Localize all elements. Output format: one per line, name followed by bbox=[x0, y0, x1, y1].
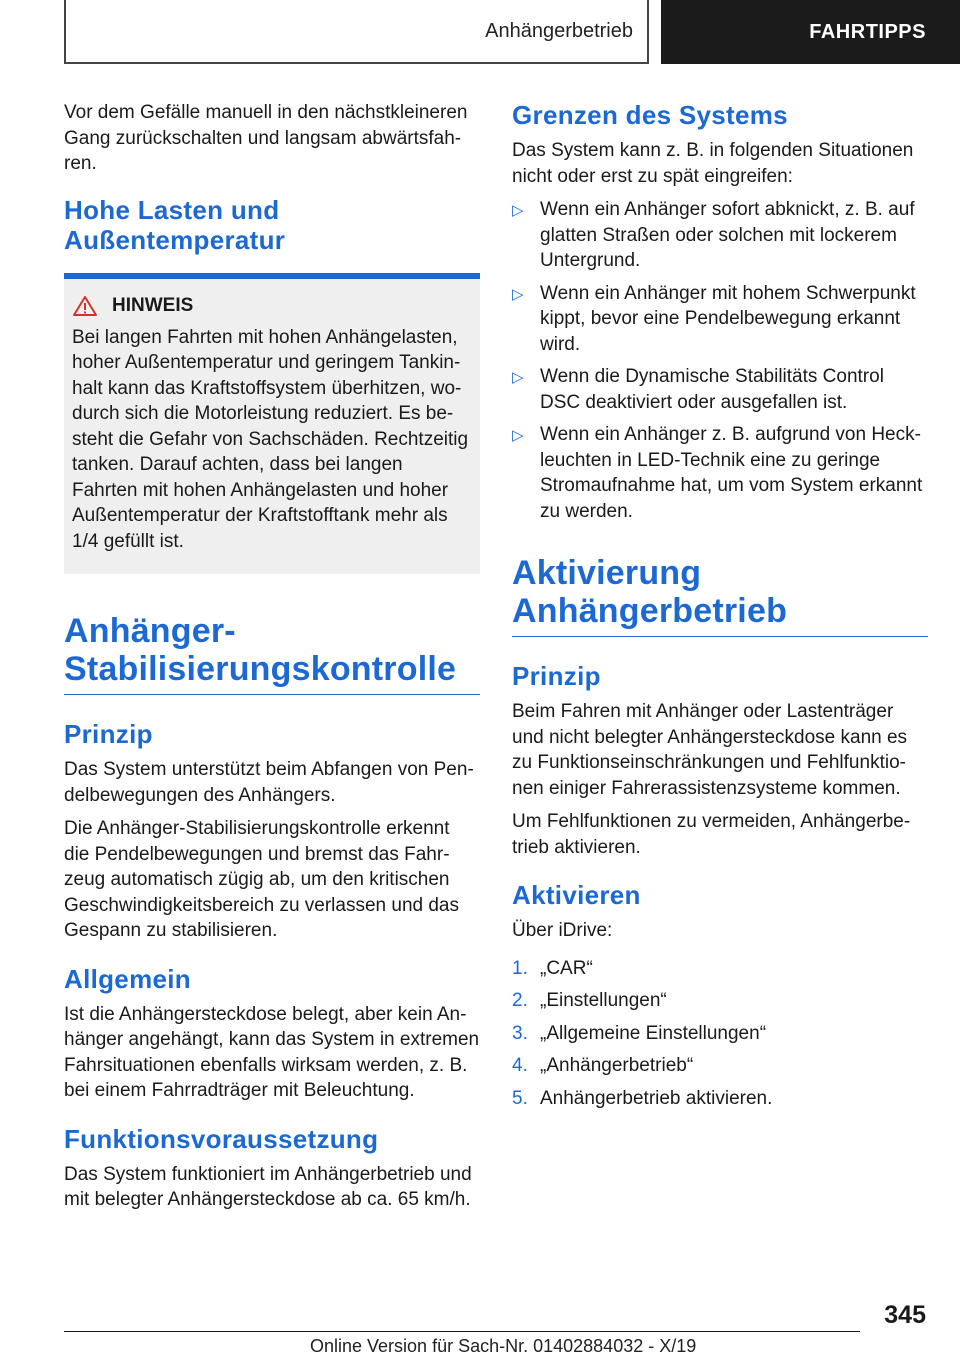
step-number: 4. bbox=[512, 1055, 528, 1076]
list-item bbox=[512, 1053, 928, 1079]
heading-activation: Aktivierung Anhängerbetrieb bbox=[512, 554, 788, 630]
heading-principle: Prinzip bbox=[512, 661, 601, 691]
triangle-bullet-icon: ▷ bbox=[512, 427, 524, 444]
heading-limits: Grenzen des Systems bbox=[512, 100, 788, 130]
section-divider bbox=[512, 636, 928, 637]
header-section-label: Anhängerbetrieb bbox=[485, 19, 633, 42]
list-item-text: Wenn die Dynamische Stabilitäts Control DSC deaktiviert oder ausgefallen ist. bbox=[540, 366, 884, 413]
step-text: „Allgemeine Einstellungen“ bbox=[540, 1022, 767, 1044]
step-text: „CAR“ bbox=[540, 957, 593, 979]
triangle-bullet-icon: ▷ bbox=[512, 369, 524, 386]
list-item bbox=[512, 1021, 928, 1047]
list-item bbox=[512, 281, 928, 358]
section-divider bbox=[64, 694, 480, 695]
heading-principle: Prinzip bbox=[64, 719, 153, 749]
principle-paragraph-2: Die Anhänger-Stabilisierungskontrolle erkennt die Pendelbewegungen und bremst das Fahrzeug automatisch zügig ab, um den kritischen Geschwindigkeitsbereich zu verlassen und das Gespann zu stabilisieren. bbox=[64, 818, 459, 941]
principle-paragraph-1: Beim Fahren mit Anhänger oder Lastenträger und nicht belegter Anhängersteckdose kann es zu Funktionseinschränkungen und Fehlfunktionen einiger Fahrerassistenzsysteme kommen. bbox=[512, 701, 908, 799]
list-item-text: Wenn ein Anhänger z. B. aufgrund von Heckleuchten in LED-Technik eine zu geringe Stromaufnahme hat, um vom System erkannt zu werden. bbox=[540, 424, 923, 522]
step-number: 5. bbox=[512, 1087, 528, 1109]
heading-general: Allgemein bbox=[64, 963, 191, 994]
notice-header bbox=[72, 295, 472, 317]
list-item bbox=[512, 197, 928, 274]
footer-text: Online Version für Sach-Nr. 01402884032 - X/19 bbox=[310, 1336, 697, 1356]
intro-paragraph: Vor dem Gefälle manuell in den nächstkleineren Gang zurückschalten und langsam abwärtsfahren. bbox=[64, 102, 468, 174]
left-column bbox=[64, 100, 480, 1221]
step-number: 1. bbox=[512, 957, 528, 979]
warning-triangle-icon bbox=[72, 295, 98, 317]
list-item bbox=[512, 1086, 928, 1112]
limits-list bbox=[512, 197, 928, 524]
activate-intro: Über iDrive: bbox=[512, 920, 613, 941]
list-item bbox=[512, 956, 928, 982]
page-number: 345 bbox=[884, 1301, 926, 1329]
notice-box bbox=[64, 273, 480, 575]
footer-divider bbox=[64, 1331, 860, 1332]
triangle-bullet-icon: ▷ bbox=[512, 285, 524, 303]
list-item-text: Wenn ein Anhänger mit hohem Schwerpunkt kippt, bevor eine Pendelbewegung erkannt wird. bbox=[540, 282, 916, 355]
step-text: Anhängerbetrieb aktivieren. bbox=[540, 1087, 773, 1109]
header-chapter-label: FAHRTIPPS bbox=[809, 20, 926, 43]
heading-loads: Hohe Lasten und Außentemperatur bbox=[64, 194, 286, 255]
list-item-text: Wenn ein Anhänger sofort abknickt, z. B. auf glatten Straßen oder solchen mit lockerem Untergrund. bbox=[540, 199, 915, 271]
list-item bbox=[512, 988, 928, 1014]
requirement-paragraph: Das System funktioniert im Anhängerbetrieb und mit belegter Anhängersteckdose ab ca. 65 km/h. bbox=[64, 1163, 472, 1210]
step-text: „Anhängerbetrieb“ bbox=[540, 1055, 694, 1076]
general-paragraph: Ist die Anhängersteckdose belegt, aber kein Anhänger angehängt, kann das System in extremen Fahrsituationen ebenfalls wirksam werden, z. B. bei einem Fahrradträger mit Beleuchtung. bbox=[64, 1003, 480, 1101]
activation-steps bbox=[512, 956, 928, 1112]
heading-trailer-stability: Anhänger-Stabilisierungskontrolle bbox=[64, 612, 457, 688]
limits-intro: Das System kann z. B. in folgenden Situationen nicht oder erst zu spät eingreifen: bbox=[512, 140, 914, 187]
notice-label: HINWEIS bbox=[112, 294, 194, 316]
heading-requirement: Funktionsvoraussetzung bbox=[64, 1123, 379, 1154]
header-chapter-tab bbox=[661, 0, 960, 64]
principle-paragraph-1: Das System unterstützt beim Abfangen von Pendelbewegungen des Anhängers. bbox=[64, 759, 474, 806]
right-column bbox=[512, 100, 928, 1118]
list-item bbox=[512, 422, 928, 524]
principle-paragraph-2: Um Fehlfunktionen zu vermeiden, Anhängerbetrieb aktivieren. bbox=[512, 811, 911, 858]
step-number: 2. bbox=[512, 990, 528, 1011]
heading-activate: Aktivieren bbox=[512, 880, 641, 910]
list-item bbox=[512, 364, 928, 415]
triangle-bullet-icon: ▷ bbox=[512, 202, 524, 219]
header-section-tab bbox=[64, 0, 649, 64]
step-number: 3. bbox=[512, 1022, 528, 1044]
notice-text: Bei langen Fahrten mit hohen Anhängelasten, hoher Außentemperatur und geringem Tankinhalt kann das Kraftstoffsystem überhitzen, wodurch sich die Motorleistung reduziert. Es besteht die Gefahr von Sachschäden. Rechtzeitig tanken. Darauf achten, dass bei langen Fahrten mit hohen Anhängelasten und hoher Außentemperatur der Kraftstofftank mehr als 1/4 gefüllt ist. bbox=[72, 326, 469, 552]
step-text: „Einstellungen“ bbox=[540, 990, 667, 1011]
